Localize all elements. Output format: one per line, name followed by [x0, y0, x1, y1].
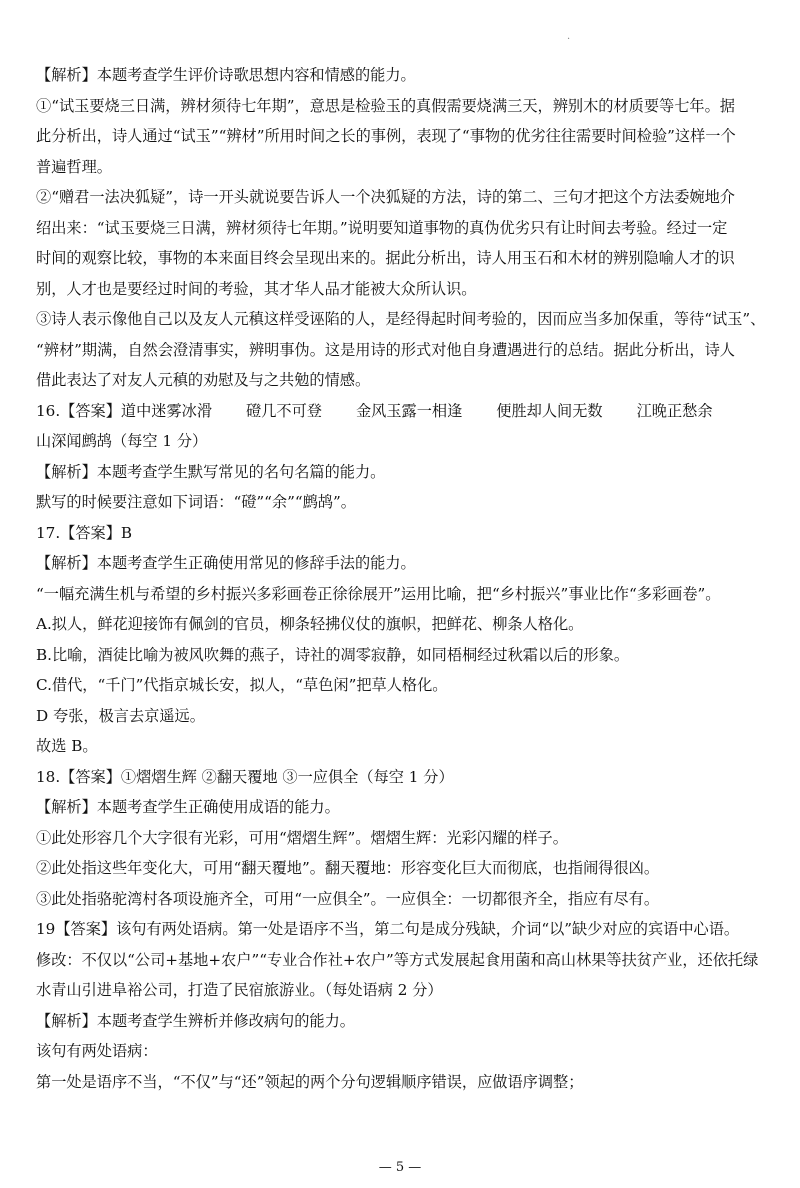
text-line: 故选 B。 [36, 737, 98, 755]
q16-answer-4: 便胜却人间无数 [496, 401, 603, 420]
q16-answer-5: 江晚正愁余 [636, 401, 713, 420]
text-line: 【解析】本题考查学生辨析并修改病句的能力。 [36, 1011, 355, 1030]
scan-mark: · [567, 34, 571, 45]
text-line: 借此表达了对友人元稹的劝慰及与之共勉的情感。 [36, 371, 371, 389]
text-line: 该句有两处语病： [36, 1042, 158, 1060]
text-line: ③此处指骆驼湾村各项设施齐全，可用“一应俱全”。一应俱全：一切都很齐全，指应有尽有。 [36, 889, 660, 908]
text-line: 绍出来：“试玉要烧三日满，辨材须待七年期。”说明要知道事物的真伪优劣只有让时间去考验。经过一定 [36, 218, 728, 237]
text-line: ①“试玉要烧三日满，辨材须待七年期”，意思是检验玉的真假需要烧满三天，辨别木的材质要等七年。据 [36, 96, 735, 115]
text-line: 普遍哲理。 [36, 157, 112, 176]
text-line: “一幅充满生机与希望的乡村振兴多彩画卷正徐徐展开”运用比喻，把“乡村振兴”事业比作“多彩画卷”。 [36, 584, 721, 603]
q16-answer-1: 道中迷雾冰滑 [120, 401, 213, 420]
page-number: — 5 — [378, 1160, 422, 1175]
text-line: 默写的时候要注意如下词语：“磴”“余”“鹧鸪”。 [36, 493, 356, 511]
text-line: ②此处指这些年变化大，可用“翻天覆地”。翻天覆地：形容变化巨大而彻底，也指闹得很凶。 [36, 859, 660, 877]
text-line: 18.【答案】①熠熠生辉 ②翻天覆地 ③一应俱全（每空 1 分） [36, 767, 454, 786]
q16-continuation: 山深闻鹧鸪（每空 1 分） [36, 432, 208, 450]
text-line: A.拟人，鲜花迎接饰有佩剑的官员，柳条轻拂仪仗的旗帜，把鲜花、柳条人格化。 [36, 615, 584, 633]
q16-answer-2: 磴几不可登 [246, 401, 322, 420]
q16-answers [121, 396, 713, 427]
text-line: 水青山引进阜裕公司，打造了民宿旅游业。（每处语病 2 分） [36, 981, 443, 999]
text-line: 19【答案】该句有两处语病。第一处是语序不当，第二句是成分残缺，介词“以”缺少对应的宾语中心语。 [36, 920, 740, 938]
text-line: 17.【答案】B [36, 523, 133, 542]
text-line: 别，人才也是要经过时间的考验，其才华人品才能被大众所认识。 [36, 279, 477, 298]
text-line: 时间的观察比较，事物的本来面目终会呈现出来的。据此分析出，诗人用玉石和木材的辨别隐喻人才的识 [36, 249, 735, 267]
text-line: “辨材”期满，自然会澄清事实，辨明事伪。这是用诗的形式对他自身遭遇进行的总结。据此分析出，诗人 [36, 340, 735, 359]
text-line: B.比喻，酒徒比喻为被风吹舞的燕子，诗社的凋零寂静，如同梧桐经过秋霜以后的形象。 [36, 645, 630, 664]
q16-answer-3: 金风玉露一相逢 [355, 401, 463, 420]
text-line: 【解析】本题考查学生默写常见的名句名篇的能力。 [36, 462, 386, 481]
text-line: 【解析】本题考查学生正确使用常见的修辞手法的能力。 [36, 554, 416, 572]
text-line: 此分析出，诗人通过“试玉”“辨材”所用时间之长的事例，表现了“事物的优劣往往需要时间检验”这样一个 [36, 127, 736, 145]
text-line: C.借代，“千门”代指京城长安，拟人，“草色闲”把草人格化。 [36, 676, 448, 694]
text-line: 第一处是语序不当，“不仅”与“还”领起的两个分句逻辑顺序错误，应做语序调整； [36, 1072, 584, 1091]
q16-answer-line [36, 396, 766, 427]
page-content [36, 60, 766, 1097]
text-line: 【解析】本题考查学生正确使用成语的能力。 [36, 798, 340, 816]
text-line: ①此处形容几个大字很有光彩，可用“熠熠生辉”。熠熠生辉：光彩闪耀的样子。 [36, 828, 568, 847]
text-line: ③诗人表示像他自己以及友人元稹这样受诬陷的人，是经得起时间考验的，因而应当多加保重，等待“试玉”、 [36, 310, 766, 328]
text-line: ②“赠君一法决狐疑”，诗一开头就说要告诉人一个决狐疑的方法，诗的第二、三句才把这个方法委婉地介 [36, 188, 735, 206]
q16-prefix: 16.【答案】 [36, 401, 121, 420]
text-line: 【解析】本题考查学生评价诗歌思想内容和情感的能力。 [36, 66, 416, 84]
text-line: D 夸张，极言去京遥远。 [36, 706, 205, 725]
text-line: 修改：不仅以“公司+基地+农户”“专业合作社+农户”等方式发展起食用菌和高山林果等扶贫产业，还依托绿 [36, 950, 759, 969]
